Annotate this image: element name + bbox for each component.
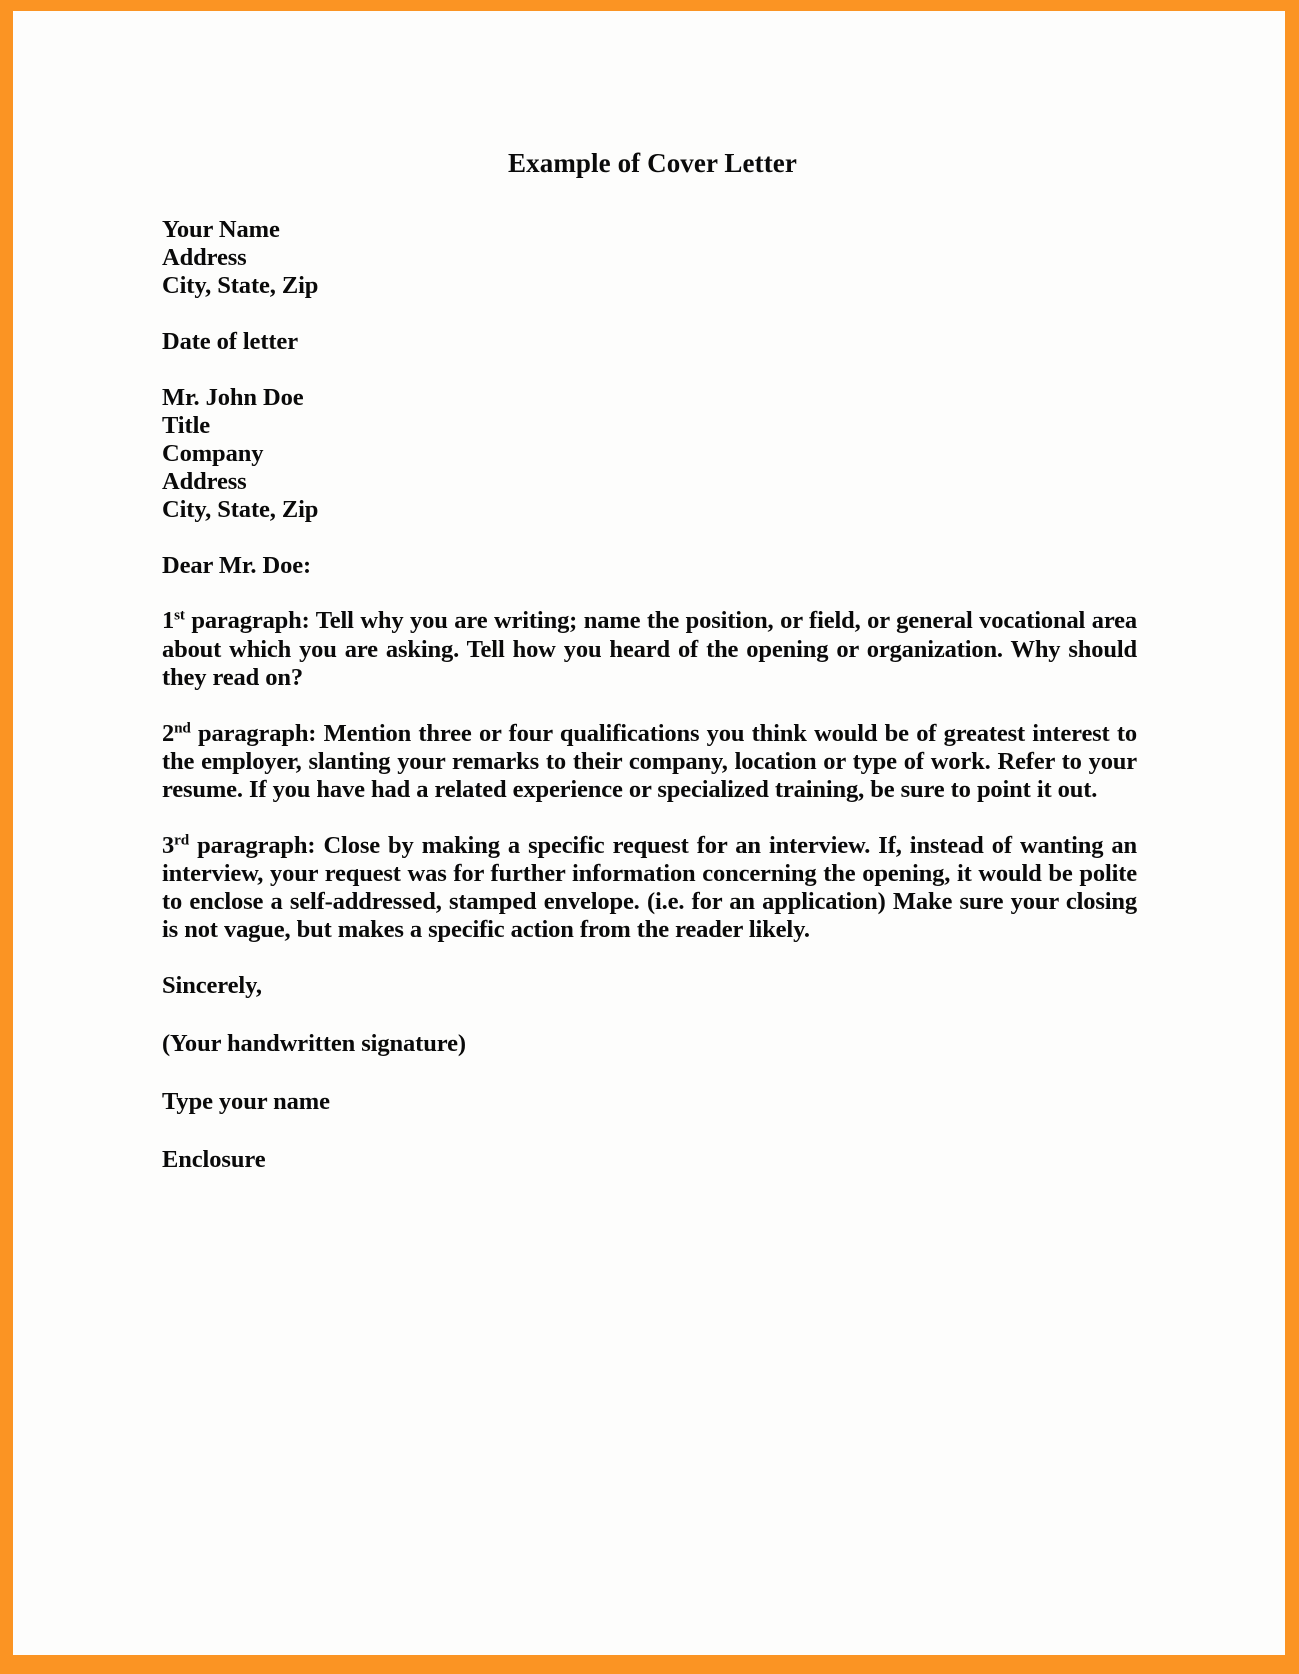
- recipient-name: Mr. John Doe: [162, 383, 304, 411]
- paragraph-3: [162, 832, 1137, 944]
- enclosure-text: Enclosure: [162, 1145, 266, 1173]
- recipient-company: Company: [162, 439, 264, 467]
- typed-name-line: [162, 1088, 1137, 1116]
- document-page: [13, 11, 1285, 1655]
- paragraph-1-body: Tell why you are writing; name the position, or field, or general vocational area about which you are asking. Tell how you heard of the opening or organization. Why should they read on?: [162, 607, 1137, 691]
- paragraph-3-ordinal-suffix: rd: [174, 831, 189, 849]
- paragraph-1-label: paragraph:: [184, 607, 316, 635]
- recipient-city-state-zip: City, State, Zip: [162, 495, 319, 523]
- signature-placeholder: [162, 1030, 1137, 1058]
- recipient-title: Title: [162, 411, 211, 439]
- signature-text: (Your handwritten signature): [162, 1029, 466, 1057]
- sender-address-block: [162, 216, 1137, 300]
- paragraph-2-number: 2: [162, 719, 175, 747]
- paragraph-2: [162, 720, 1137, 804]
- sender-street: Address: [162, 244, 247, 272]
- date-line: [162, 328, 1137, 356]
- page-title: Example of Cover Letter: [508, 148, 797, 178]
- recipient-street: Address: [162, 467, 247, 495]
- paragraph-2-ordinal-suffix: nd: [174, 719, 191, 737]
- paragraph-3-body: Close by making a specific request for an interview. If, instead of wanting an interview, your request was for further information concerning the opening, it would be polite to enclose a self-addressed, stamped envelope. (i.e. for an application) Make sure your closing is not vague, but makes a specific action from the reader likely.: [162, 831, 1137, 943]
- closing-text: Sincerely,: [162, 971, 262, 999]
- recipient-address-block: [162, 384, 1137, 524]
- sender-name: Your Name: [162, 216, 280, 244]
- enclosure-line: [162, 1146, 1137, 1174]
- cover-letter-body: [162, 148, 1137, 1174]
- sender-city-state-zip: City, State, Zip: [162, 272, 319, 300]
- paragraph-1-number: 1: [162, 607, 175, 635]
- salutation: [162, 552, 1137, 580]
- paragraph-2-body: Mention three or four qualifications you think would be of greatest interest to the employer, slanting your remarks to their company, location or type of work. Refer to your resume. If you have had a related experience or specialized training, be sure to point it out.: [162, 719, 1137, 803]
- paragraph-3-label: paragraph:: [189, 831, 324, 859]
- paragraph-3-number: 3: [162, 831, 175, 859]
- paragraph-1: [162, 607, 1137, 691]
- typed-name-text: Type your name: [162, 1087, 330, 1115]
- date-text: Date of letter: [162, 328, 298, 355]
- closing-salutation: [162, 972, 1137, 1000]
- paragraph-1-ordinal-suffix: st: [174, 607, 185, 625]
- salutation-text: Dear Mr. Doe:: [162, 551, 312, 579]
- paragraph-2-label: paragraph:: [190, 719, 324, 747]
